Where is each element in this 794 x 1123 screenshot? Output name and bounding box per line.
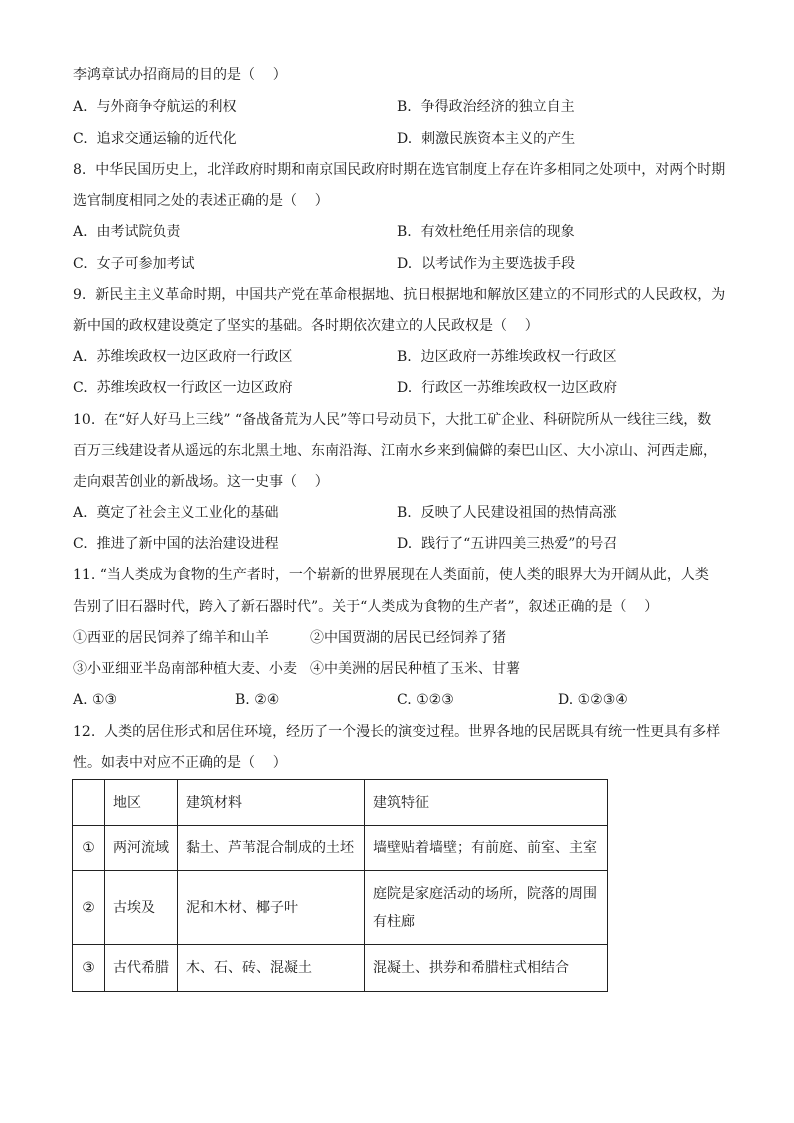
q10-stem-line-1: 10. 在“好人好马上三线” “备战备荒为人民”等口号动员下，大批工矿企业、科研院所从一线往三线，数	[73, 412, 712, 428]
table-cell-material: 木、石、砖、混凝土	[178, 945, 365, 992]
table-row	[73, 945, 608, 992]
q11-item-3: ③小亚细亚半岛南部种植大麦、小麦	[73, 661, 297, 677]
table-cell-feature: 墙壁贴着墙壁；有前庭、前室、主室	[365, 826, 608, 871]
q10-option-b: B. 反映了人民建设祖国的热情高涨	[397, 505, 617, 521]
q7-stem-line-1: 李鸿章试办招商局的目的是（ ）	[73, 67, 287, 83]
q8-option-c: C. 女子可参加考试	[73, 256, 195, 272]
table-header-region: 地区	[105, 780, 178, 826]
q9-option-a: A. 苏维埃政权一边区政府一行政区	[73, 349, 293, 365]
q11-item-4: ④中美洲的居民种植了玉米、甘薯	[310, 661, 520, 677]
table-row	[73, 826, 608, 871]
table-cell-region: 古埃及	[105, 871, 178, 945]
q9-stem-line-1: 9. 新民主主义革命时期，中国共产党在革命根据地、抗日根据地和解放区建立的不同形式的人民政权，为	[73, 287, 726, 303]
table-cell-material: 黏土、芦苇混合制成的土坯	[178, 826, 365, 871]
table-cell-index: ②	[73, 871, 105, 945]
q10-stem-line-3: 走向艰苦创业的新战场。这一史事（ ）	[73, 474, 329, 490]
q11-stem-line-2: 告别了旧石器时代，跨入了新石器时代”。关于“人类成为食物的生产者”，叙述正确的是（ ）	[73, 599, 659, 615]
q10-option-d: D. 践行了“五讲四美三热爱”的号召	[397, 536, 618, 552]
q9-option-c: C. 苏维埃政权一行政区一边区政府	[73, 380, 293, 396]
table-header-feature: 建筑特征	[365, 780, 608, 826]
q7-option-c: C. 追求交通运输的近代化	[73, 131, 237, 147]
q9-stem-line-2: 新中国的政权建设奠定了坚实的基础。各时期依次建立的人民政权是（ ）	[73, 318, 539, 334]
q11-item-1: ①西亚的居民饲养了绵羊和山羊	[73, 630, 269, 646]
table-header-material: 建筑材料	[178, 780, 365, 826]
q11-option-b: B. ②④	[235, 692, 280, 708]
q8-stem-line-1: 8. 中华民国历史上，北洋政府时期和南京国民政府时期在选官制度上存在许多相同之处项中，对两个时期	[73, 162, 726, 178]
table-cell-feature: 庭院是家庭活动的场所，院落的周围有柱廊	[365, 871, 608, 945]
q9-option-b: B. 边区政府一苏维埃政权一行政区	[397, 349, 617, 365]
table-row	[73, 871, 608, 945]
table-cell-index: ①	[73, 826, 105, 871]
table-header-index	[73, 780, 105, 826]
q9-option-d: D. 行政区一苏维埃政权一边区政府	[397, 380, 618, 396]
table-header-row	[73, 780, 608, 826]
q7-option-b: B. 争得政治经济的独立自主	[397, 99, 575, 115]
q11-stem-line-1: 11. “当人类成为食物的生产者时，一个崭新的世界展现在人类面前，使人类的眼界大为开阔从此，人类	[73, 567, 709, 583]
dwelling-table	[72, 779, 608, 992]
q10-stem-line-2: 百万三线建设者从遥远的东北黑土地、东南沿海、江南水乡来到偏僻的秦巴山区、大小凉山、河西走廊，	[73, 443, 717, 459]
q11-option-c: C. ①②③	[397, 692, 454, 708]
q7-option-a: A. 与外商争夺航运的利权	[73, 99, 237, 115]
q7-option-d: D. 刺激民族资本主义的产生	[397, 131, 576, 147]
table-cell-region: 古代希腊	[105, 945, 178, 992]
q11-item-2: ②中国贾湖的居民已经饲养了猪	[310, 630, 506, 646]
q10-option-c: C. 推进了新中国的法治建设进程	[73, 536, 279, 552]
q11-option-a: A. ①③	[73, 692, 118, 708]
q8-option-b: B. 有效杜绝任用亲信的现象	[397, 224, 575, 240]
q8-stem-line-2: 选官制度相同之处的表述正确的是（ ）	[73, 193, 329, 209]
q11-option-d: D. ①②③④	[558, 692, 628, 708]
table-cell-feature: 混凝土、拱券和希腊柱式相结合	[365, 945, 608, 992]
q12-stem-line-1: 12. 人类的居住形式和居住环境，经历了一个漫长的演变过程。世界各地的民居既具有统一性更具有多样	[73, 724, 721, 740]
table-cell-region: 两河流域	[105, 826, 178, 871]
q10-option-a: A. 奠定了社会主义工业化的基础	[73, 505, 279, 521]
table-cell-material: 泥和木材、椰子叶	[178, 871, 365, 945]
q8-option-a: A. 由考试院负责	[73, 224, 181, 240]
table-cell-index: ③	[73, 945, 105, 992]
q8-option-d: D. 以考试作为主要选拔手段	[397, 256, 576, 272]
q12-stem-line-2: 性。如表中对应不正确的是（ ）	[73, 755, 287, 771]
